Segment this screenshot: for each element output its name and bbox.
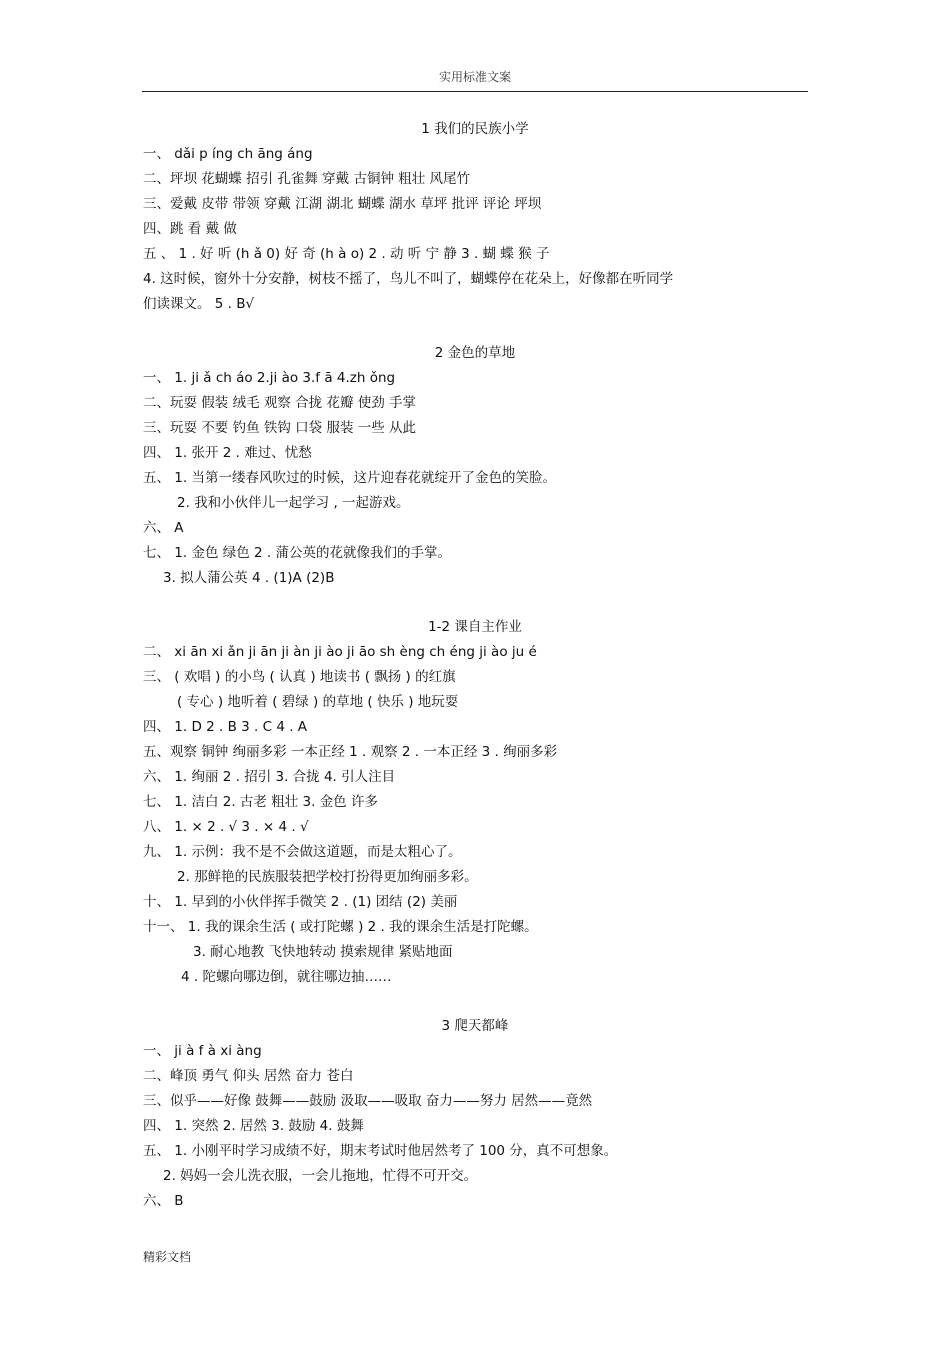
section-title: 1 我们的民族小学 <box>421 121 529 137</box>
answer-line: 五、 1. 小刚平时学习成绩不好，期末考试时他居然考了 100 分，真不可想象。 <box>143 1143 618 1159</box>
section-gap <box>143 591 807 615</box>
answer-line: 们读课文。 5 . B√ <box>143 296 255 312</box>
answer-line: 3. 拟人蒲公英 4 . (1)A (2)B <box>163 570 335 586</box>
answer-line: 四、 1. D 2 . B 3 . C 4 . A <box>143 719 308 735</box>
answer-line: 五 、 1 . 好 听 (h ǎ 0) 好 奇 (h à o) 2 . 动 听 宁 静 3 . 蝴 蝶 猴 子 <box>143 246 550 262</box>
answer-line: 一、 ji à f à xi àng <box>143 1043 262 1059</box>
answer-line: 十一、 1. 我的课余生活 ( 或打陀螺 ) 2 . 我的课余生活是打陀螺。 <box>143 919 538 935</box>
page-header: 实用标准文案 <box>438 70 511 84</box>
answer-line: 五、观察 铜钟 绚丽多彩 一本正经 1 . 观察 2 . 一本正经 3 . 绚丽多彩 <box>143 744 558 760</box>
answer-line: 三、玩耍 不要 钓鱼 铁钩 口袋 服装 一些 从此 <box>143 420 417 436</box>
answer-line: 五、 1. 当第一缕春风吹过的时候，这片迎春花就绽开了金色的笑脸。 <box>143 470 556 486</box>
answer-line: 七、 1. 金色 绿色 2 . 蒲公英的花就像我们的手掌。 <box>143 545 452 561</box>
answer-line: 二、坪坝 花蝴蝶 招引 孔雀舞 穿戴 古铜钟 粗壮 风尾竹 <box>143 171 471 187</box>
answer-line: 3. 耐心地教 飞快地转动 摸索规律 紧贴地面 <box>193 944 453 960</box>
answer-line: 八、 1. × 2 . √ 3 . × 4 . √ <box>143 819 309 835</box>
answer-line: 四、 1. 突然 2. 居然 3. 鼓励 4. 鼓舞 <box>143 1118 364 1134</box>
answer-line: 四、 1. 张开 2 . 难过、忧愁 <box>143 445 312 461</box>
section-title: 2 金色的草地 <box>434 345 516 361</box>
answer-line: 十、 1. 早到的小伙伴挥手微笑 2 . (1) 团结 (2) 美丽 <box>143 894 458 910</box>
answer-line: 2. 妈妈一会儿洗衣服，一会儿拖地，忙得不可开交。 <box>163 1168 478 1184</box>
answer-line: 九、 1. 示例：我不是不会做这道题，而是太粗心了。 <box>143 844 462 860</box>
answer-line: 六、 1. 绚丽 2 . 招引 3. 合拢 4. 引人注目 <box>143 769 396 785</box>
answer-line: 4. 这时候，窗外十分安静，树枝不摇了，鸟儿不叫了，蝴蝶停在花朵上，好像都在听同学 <box>143 271 674 287</box>
answer-line: 2. 那鲜艳的民族服装把学校打扮得更加绚丽多彩。 <box>177 869 478 885</box>
answer-line: 一、 1. ji ǎ ch áo 2.ji ào 3.f ā 4.zh ǒng <box>143 370 396 386</box>
header-divider <box>142 91 808 92</box>
answer-line: ( 专心 ) 地听着 ( 碧绿 ) 的草地 ( 快乐 ) 地玩耍 <box>177 694 459 710</box>
page-footer: 精彩文档 <box>143 1250 192 1264</box>
document-body <box>143 117 807 1214</box>
answer-line: 三、似乎——好像 鼓舞——鼓励 汲取——吸取 奋力——努力 居然——竟然 <box>143 1093 593 1109</box>
section-title: 3 爬天都峰 <box>441 1018 509 1034</box>
answer-line: 三、爱戴 皮带 带领 穿戴 江湖 湖北 蝴蝶 湖水 草坪 批评 评论 坪坝 <box>143 196 542 212</box>
answer-line: 二、 xi ān xi ǎn ji ān ji àn ji ào ji āo sh èng ch éng ji ào ju é <box>143 644 537 660</box>
answer-line: 二、玩耍 假装 绒毛 观察 合拢 花瓣 使劲 手掌 <box>143 395 417 411</box>
answer-line: 六、 B <box>143 1193 184 1209</box>
answer-line: 三、 ( 欢唱 ) 的小鸟 ( 认真 ) 地读书 ( 飘扬 ) 的红旗 <box>143 669 456 685</box>
answer-line: 4 . 陀螺向哪边倒，就往哪边抽…… <box>181 969 392 985</box>
answer-line: 六、 A <box>143 520 184 536</box>
answer-line: 二、峰顶 勇气 仰头 居然 奋力 苍白 <box>143 1068 354 1084</box>
answer-line: 四、跳 看 戴 做 <box>143 221 237 237</box>
answer-line: 一、 dǎi p íng ch āng áng <box>143 146 313 162</box>
answer-line: 2. 我和小伙伴儿一起学习 , 一起游戏。 <box>177 495 410 511</box>
section-gap <box>143 317 807 341</box>
section-gap <box>143 990 807 1014</box>
section-title: 1-2 课自主作业 <box>428 619 522 635</box>
answer-line: 七、 1. 洁白 2. 古老 粗壮 3. 金色 许多 <box>143 794 378 810</box>
